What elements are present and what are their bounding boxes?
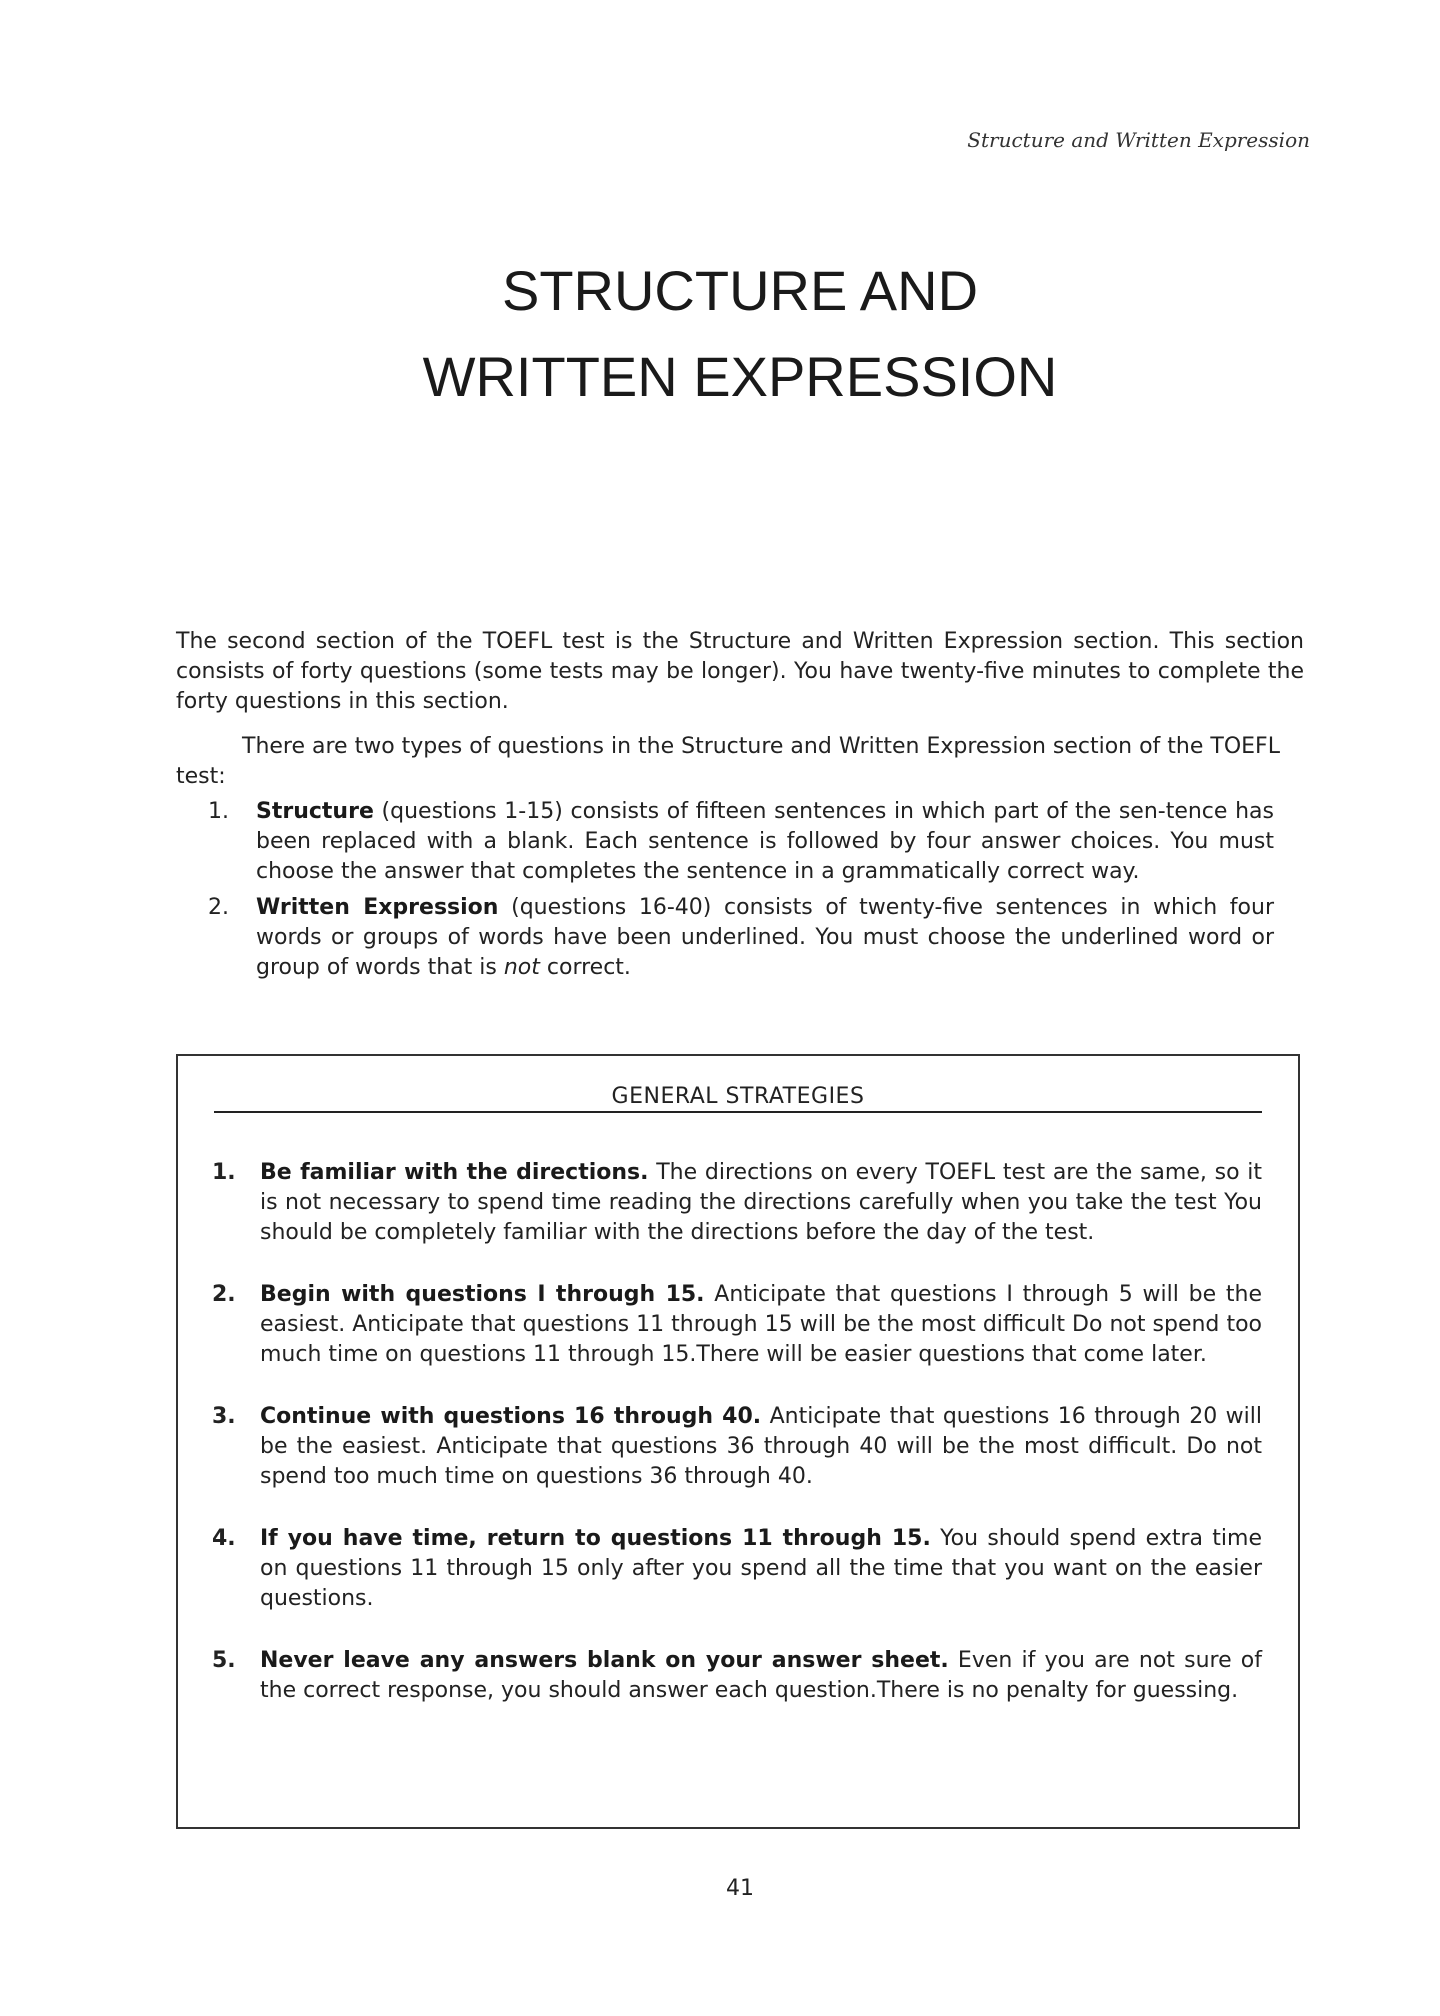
strategy-item bbox=[212, 1646, 1262, 1706]
strategies-heading: GENERAL STRATEGIES bbox=[214, 1084, 1262, 1113]
strategy-item bbox=[212, 1402, 1262, 1492]
intro-paragraph: The second section of the TOEFL test is the Structure and Written Expression section. This section consists of forty questions (some tests may be longer). You have twenty-five minutes to complete the forty questions in this section. bbox=[176, 629, 1304, 714]
strategy-number: 2. bbox=[212, 1282, 236, 1307]
question-types-list bbox=[176, 797, 1274, 989]
strategy-text: The directions on every TOEFL test are the same, so it is not necessary to spend time reading the directions carefully when you take the test You should be completely familiar with the directions before the day of the test. bbox=[260, 1160, 1263, 1245]
strategy-title: Never leave any answers blank on your answer sheet. bbox=[260, 1648, 949, 1673]
strategy-title: Be familiar with the directions. bbox=[260, 1160, 649, 1185]
list-item-emphasis: not bbox=[503, 955, 540, 980]
page-title-line-1: STRUCTURE AND bbox=[501, 259, 979, 322]
strategy-text: You should spend extra time on questions 11 through 15 only after you spend all the time that you want on the easier questions. bbox=[260, 1526, 1262, 1611]
list-item-description: (questions 16-40) consists of twenty-five sentences in which four words or groups of words have been underlined. You must choose the underlined word or group of words that is bbox=[256, 895, 1274, 980]
list-item bbox=[176, 797, 1274, 887]
list-item-term: Written Expression bbox=[256, 895, 499, 920]
list-item-number: 1. bbox=[208, 799, 229, 824]
list-item-term: Structure bbox=[256, 799, 374, 824]
strategy-text: Anticipate that questions I through 5 will be the easiest. Anticipate that questions 11 through 15 will be the most difficult Do not spend too much time on questions 11 through 15.There will be easier questions that come later. bbox=[260, 1282, 1262, 1367]
strategy-item bbox=[212, 1524, 1262, 1614]
strategy-text: Anticipate that questions 16 through 20 will be the easiest. Anticipate that questions 36 through 40 will be the most difficult. Do not spend too much time on questions 36 through 40. bbox=[260, 1404, 1262, 1489]
strategies-list bbox=[212, 1158, 1262, 1738]
list-item-description-end: correct. bbox=[539, 955, 631, 980]
strategy-text: Even if you are not sure of the correct response, you should answer each question.There is no penalty for guessing. bbox=[260, 1648, 1262, 1703]
list-item bbox=[176, 893, 1274, 983]
strategy-number: 4. bbox=[212, 1526, 236, 1551]
page-title-line-2: WRITTEN EXPRESSION bbox=[422, 345, 1058, 408]
strategy-title: Begin with questions I through 15. bbox=[260, 1282, 705, 1307]
strategy-item bbox=[212, 1280, 1262, 1370]
page-title bbox=[0, 248, 1440, 420]
list-item-description: (questions 1-15) consists of fifteen sentences in which part of the sen-tence has been replaced with a blank. Each sentence is followed by four answer choices. You must choose the answer that completes the sentence in a grammatically correct way. bbox=[256, 799, 1274, 884]
list-item-number: 2. bbox=[208, 895, 229, 920]
general-strategies-box bbox=[176, 1054, 1300, 1829]
strategy-number: 3. bbox=[212, 1404, 236, 1429]
strategy-number: 1. bbox=[212, 1160, 236, 1185]
strategy-title: Continue with questions 16 through 40. bbox=[260, 1404, 762, 1429]
question-types-intro: There are two types of questions in the Structure and Written Expression section of the TOEFL test: bbox=[176, 734, 1280, 789]
page-number: 41 bbox=[726, 1876, 754, 1901]
running-header: Structure and Written Expression bbox=[967, 128, 1310, 152]
strategy-item bbox=[212, 1158, 1262, 1248]
strategy-title: If you have time, return to questions 11 through 15. bbox=[260, 1526, 931, 1551]
strategy-number: 5. bbox=[212, 1648, 236, 1673]
